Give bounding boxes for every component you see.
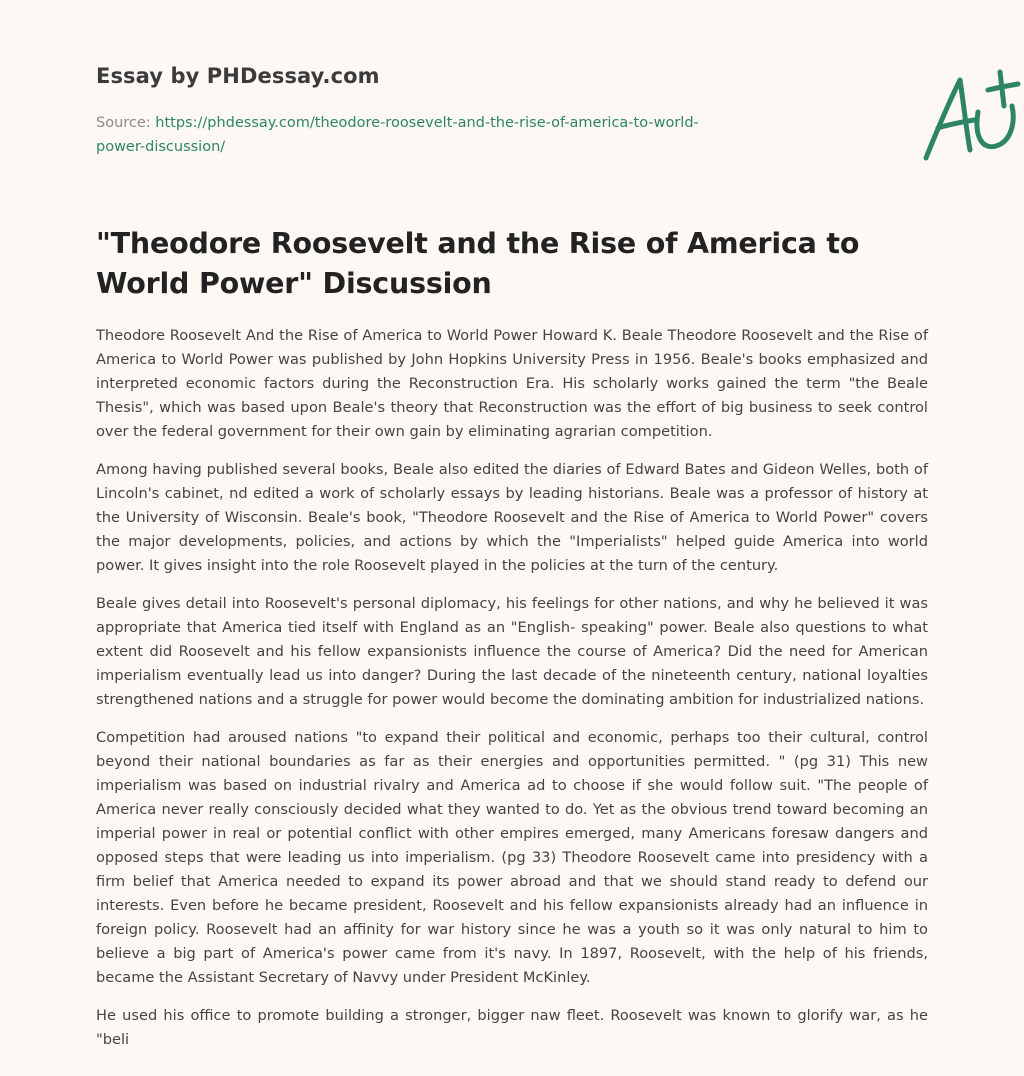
paragraph: Competition had aroused nations "to expand their political and economic, perhaps too their cultural, control beyond their national boundaries as far as their energies and opportunities permitted. " (pg 31) This new imperialism was based on industrial rivalry and America ad to choose if she would follow suit. "The people of America never really consciously decided what they wanted to do. Yet as the obvious trend toward becoming an imperial power in real or potential conflict with other empires emerged, many Americans foresaw dangers and opposed steps that were leading us into imperialism. (pg 33) Theodore Roosevelt came into presidency with a firm belief that America needed to expand its power abroad and that we should stand ready to defend our interests. Even before he became president, Roosevelt and his fellow expansionists already had an influence in foreign policy. Roosevelt had an affinity for war history since he was a youth so it was only natural to him to believe a big part of America's power came from it's navy. In 1897, Roosevelt, with the help of his friends, became the Assistant Secretary of Navvy under President McKinley. — [96, 729, 928, 986]
site-brand: Essay by PHDessay.com — [96, 64, 380, 88]
essay-title: "Theodore Roosevelt and the Rise of America to World Power" Discussion — [96, 227, 860, 300]
paragraph: Among having published several books, Beale also edited the diaries of Edward Bates and Gideon Welles, both of Lincoln's cabinet, nd edited a work of scholarly essays by leading historians. Beale was a professor of history at the University of Wisconsin. Beale's book, "Theodore Roosevelt and the Rise of America to World Power" covers the major developments, policies, and actions by which the "Imperialists" helped guide America into world power. It gives insight into the role Roosevelt played in the policies at the turn of the century. — [96, 461, 928, 574]
paragraph: Theodore Roosevelt And the Rise of America to World Power Howard K. Beale Theodore Roosevelt and the Rise of America to World Power was published by John Hopkins University Press in 1956. Beale's books emphasized and interpreted economic factors during the Reconstruction Era. His scholarly works gained the term "the Beale Thesis", which was based upon Beale's theory that Reconstruction was the effort of big business to seek control over the federal government for their own gain by eliminating agrarian competition. — [96, 327, 928, 440]
source-label: Source: — [96, 115, 151, 131]
paragraph: He used his office to promote building a stronger, bigger naw fleet. Roosevelt was known to glorify war, as he "beli — [96, 1007, 928, 1048]
a-plus-grade-icon — [920, 66, 1024, 166]
essay-body — [96, 324, 928, 1066]
source-link[interactable]: https://phdessay.com/theodore-roosevelt-and-the-rise-of-america-to-world-power-discussion/ — [96, 115, 699, 155]
source-line — [96, 111, 736, 159]
paragraph: Beale gives detail into Roosevelt's personal diplomacy, his feelings for other nations, and why he believed it was appropriate that America tied itself with England as an "English- speaking" power. Beale also questions to what extent did Roosevelt and his fellow expansionists influence the course of America? Did the need for American imperialism eventually lead us into danger? During the last decade of the nineteenth century, national loyalties strengthened nations and a struggle for power would become the dominating ambition for industrialized nations. — [96, 595, 928, 708]
